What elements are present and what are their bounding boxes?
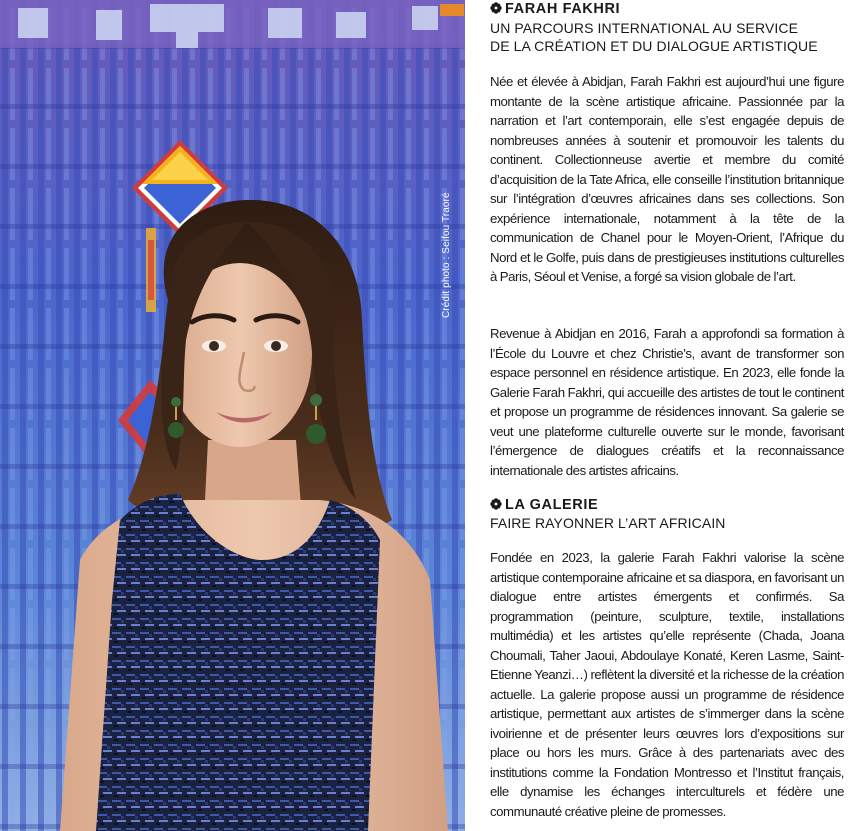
gallery-heading bbox=[490, 496, 598, 514]
left-pupil bbox=[209, 341, 219, 351]
flower-bullet-icon bbox=[490, 2, 502, 14]
tapestry-red-strip bbox=[148, 240, 154, 300]
photo-credit: Crédit photo : Seifou Traoré bbox=[441, 192, 452, 318]
profile-paragraph-1: Née et élevée à Abidjan, Farah Fakhri est aujourd’hui une figure montante de la scène artistique africaine. Passionnée par la narration et l’art contemporain, elle s’est engagée depuis de nombreuses années à soutenir et promouvoir les talents du continent. Collectionneuse avertie et membre du comité d’acquisition de la Tate Africa, elle conseille l’institution britannique sur l’intégration d’œuvres africaines dans ses collections. Son expérience internationale, notamment à la tête de la communication de Chanel pour le Moyen-Orient, l’Afrique du Nord et le Golfe, puis dans de prestigieuses institutions culturelles à Paris, Séoul et Venise, a forgé sa vision globale de l’art. bbox=[490, 74, 844, 284]
right-pupil bbox=[271, 341, 281, 351]
gallery-title: LA GALERIE bbox=[505, 497, 599, 513]
profile-subtitle-line1: UN PARCOURS INTERNATIONAL AU SERVICE bbox=[490, 20, 799, 36]
tapestry-top-band bbox=[0, 0, 465, 48]
flower-bullet-icon bbox=[490, 498, 502, 510]
profile-heading bbox=[490, 0, 620, 18]
profile-name: FARAH FAKHRI bbox=[505, 1, 621, 17]
gallery-paragraph: Fondée en 2023, la galerie Farah Fakhri valorise la scène artistique contemporaine africaine et sa diaspora, en favorisant un dialogue entre artistes émergents et confirmés. Sa programmation (peinture, sculpture, textile, installations multimédia) et les artistes qu’elle représente (Chada, Joana Choumali, Taher Jaoui, Abdoulaye Konaté, Keren Lasme, Saint-Etienne Yeanzi…) reflètent la diversité et la richesse de la création actuelle. La galerie propose aussi un programme de résidence artistique, permettant aux artistes de s’immerger dans la scène ivoirienne et de présenter leurs œuvres lors d’expositions sur place ou hors les murs. Grâce à des partenariats avec des institutions comme la Fondation Montresso et l’Institut français, elle dynamise les échanges interculturels et fédère une communauté créative pleine de promesses. bbox=[490, 550, 844, 819]
profile-paragraph-2: Revenue à Abidjan en 2016, Farah a approfondi sa formation à l’École du Louvre et chez Christie’s, avant de transformer son espace personnel en résidence artistique. En 2023, elle fonde la Galerie Farah Fakhri, qui accueille des artistes de tout le continent et propose un programme de résidences innovant. Sa galerie se veut une plateforme culturelle ouverte sur le monde, favorisant l’émergence de dialogues créatifs et la reconnaissance internationale des artistes africains. bbox=[490, 326, 844, 478]
profile-subtitle-line2: DE LA CRÉATION ET DU DIALOGUE ARTISTIQUE bbox=[490, 37, 818, 54]
gallery-subtitle: FAIRE RAYONNER L’ART AFRICAIN bbox=[490, 515, 726, 531]
profile-subtitle bbox=[490, 20, 850, 55]
tapestry-orange-patch bbox=[440, 4, 464, 16]
